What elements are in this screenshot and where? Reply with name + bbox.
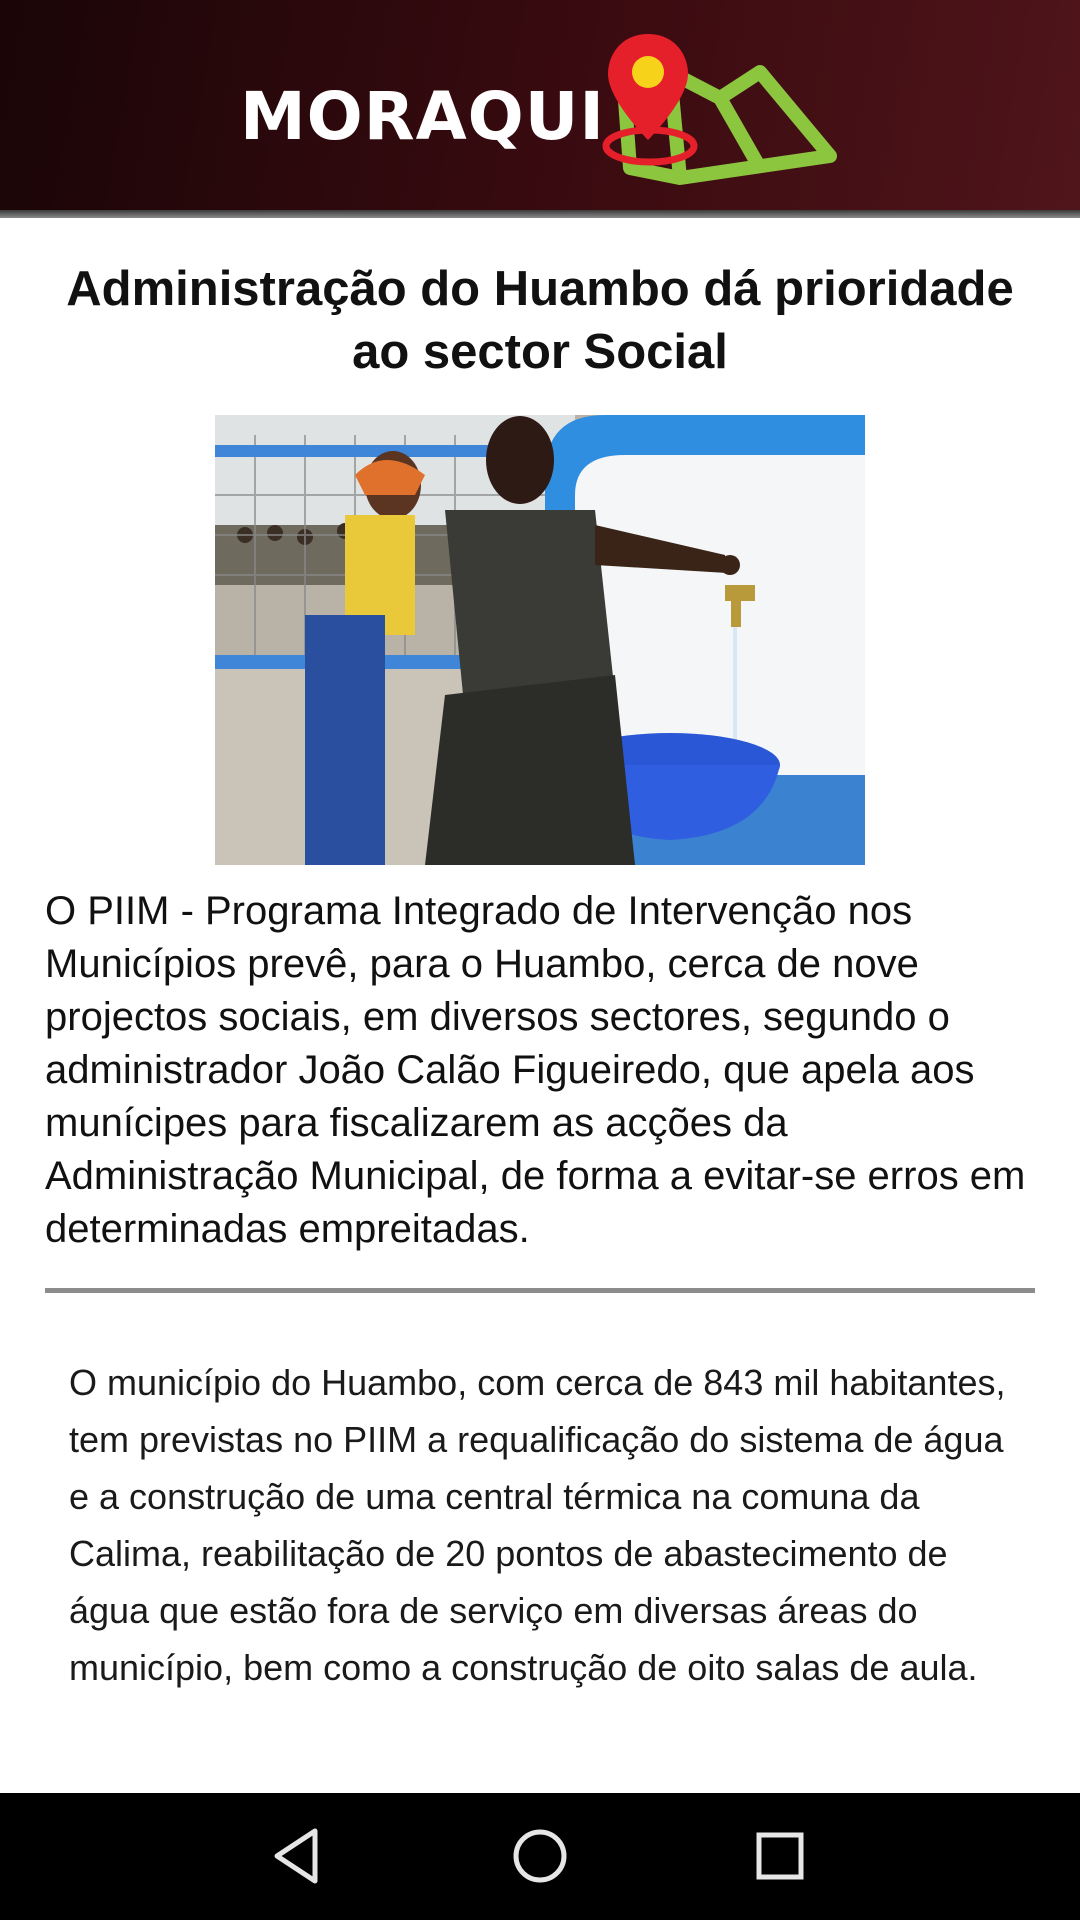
article-photo[interactable] (215, 415, 865, 865)
map-pin-icon (240, 28, 840, 188)
navigation-bar (0, 1793, 1080, 1920)
moraqui-logo[interactable] (240, 28, 840, 188)
back-triangle-icon[interactable] (265, 1821, 335, 1891)
logo-wordmark: MORAQUI (240, 78, 605, 155)
recents-square-icon[interactable] (745, 1821, 815, 1891)
article-body: O município do Huambo, com cerca de 843 mil habitantes, tem previstas no PIIM a requalificação do sistema de água e a construção de uma central térmica na comuna da Calima, reabilitação de 20 pontos de abastecimento de água que estão fora de serviço em diversas áreas do município, bem como a construção de oito salas de aula. (69, 1362, 1006, 1688)
header-shadow (0, 210, 1080, 218)
section-divider (45, 1288, 1035, 1293)
app-header (0, 0, 1080, 210)
home-circle-icon[interactable] (505, 1821, 575, 1891)
water-tap-photo (215, 415, 865, 865)
article-title: Administração do Huambo dá prioridade ao sector Social (66, 262, 1014, 379)
article-lead: O PIIM - Programa Integrado de Intervenção nos Municípios prevê, para o Huambo, cerca de nove projectos sociais, em diversos sectores, segundo o administrador João Calão Figueiredo, que apela aos munícipes para fiscalizarem as acções da Administração Municipal, de forma a evitar-se erros em determinadas empreitadas. (45, 889, 1026, 1251)
